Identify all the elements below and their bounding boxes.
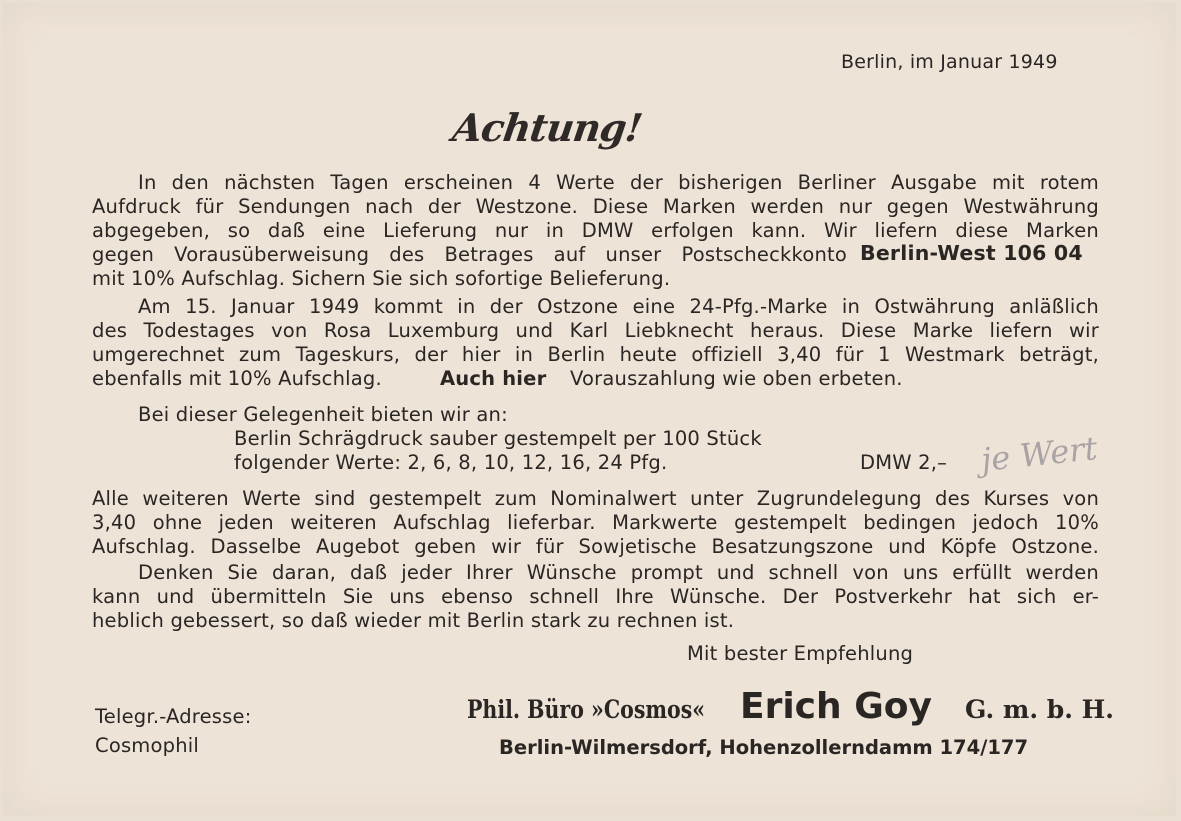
paragraph2-line3: umgerechnet zum Tageskurs, der hier in Berlin heute offiziell 3,40 für 1 Westmark beträgt, [92,343,1099,366]
offer-price: DMW 2,– [860,451,948,474]
letter-card [3,3,1176,816]
paragraph1-line4: gegen Vorausüberweisung des Betrages auf unser Postscheckkonto [92,243,847,266]
paragraph1-line2: Aufdruck für Sendungen nach der Westzone. Diese Marken werden nur gegen Westwährung [92,195,1099,218]
offer-line2: folgender Werte: 2, 6, 8, 10, 12, 16, 24 Pfg. [234,451,668,474]
dateline: Berlin, im Januar 1949 [841,51,1058,73]
paragraph1-line5: mit 10% Aufschlag. Sichern Sie sich sofortige Belieferung. [92,267,671,290]
paragraph1-line3: abgegeben, so daß eine Lieferung nur in DMW erfolgen kann. Wir liefern diese Marken [92,219,1099,242]
firm-prefix: Phil. Büro »Cosmos« [467,695,706,724]
paragraph4-line1: Denken Sie daran, daß jeder Ihrer Wünsche prompt und schnell von uns erfüllt werden [138,561,1099,584]
headline: Achtung! [449,105,645,150]
paragraph3-line2: 3,40 ohne jeden weiteren Aufschlag lieferbar. Markwerte gestempelt bedingen jedoch 10% [92,511,1099,534]
paragraph2-line4b: Vorauszahlung wie oben erbeten. [570,367,903,390]
offer-intro: Bei dieser Gelegenheit bieten wir an: [138,403,508,426]
account-number: Berlin-West 106 04 [860,241,1083,265]
paragraph1-line1: In den nächsten Tagen erscheinen 4 Werte der bisherigen Berliner Ausgabe mit rotem [138,171,1099,194]
offer-line1: Berlin Schrägdruck sauber gestempelt per 100 Stück [234,427,762,450]
paragraph2-line4a: ebenfalls mit 10% Aufschlag. [92,367,382,390]
paragraph3-line1: Alle weiteren Werte sind gestempelt zum Nominalwert unter Zugrundelegung des Kurses von [92,487,1099,510]
closing: Mit bester Empfehlung [687,642,914,665]
telegram-label: Telegr.-Adresse: [95,705,252,728]
paragraph2-emphasis: Auch hier [440,367,547,390]
paragraph2-line1: Am 15. Januar 1949 kommt in der Ostzone eine 24-Pfg.-Marke in Ostwährung anläßlich [138,295,1099,318]
firm-name: Erich Goy [740,686,932,727]
paragraph3-line3: Aufschlag. Dasselbe Augebot geben wir für Sowjetische Besatzungszone und Köpfe Ostzone. [92,535,1099,558]
paragraph4-line2: kann und übermitteln Sie uns ebenso schnell Ihre Wünsche. Der Postverkehr hat sich er- [92,585,1099,608]
handwritten-note: je Wert [979,429,1100,479]
firm-address: Berlin-Wilmersdorf, Hohenzollerndamm 174/177 [499,736,1029,759]
firm-suffix: G. m. b. H. [965,695,1114,724]
paragraph2-line2: des Todestages von Rosa Luxemburg und Karl Liebknecht heraus. Diese Marke liefern wir [92,319,1099,342]
telegram-value: Cosmophil [95,734,200,757]
paragraph4-line3: heblich gebessert, so daß wieder mit Berlin stark zu rechnen ist. [92,609,735,632]
